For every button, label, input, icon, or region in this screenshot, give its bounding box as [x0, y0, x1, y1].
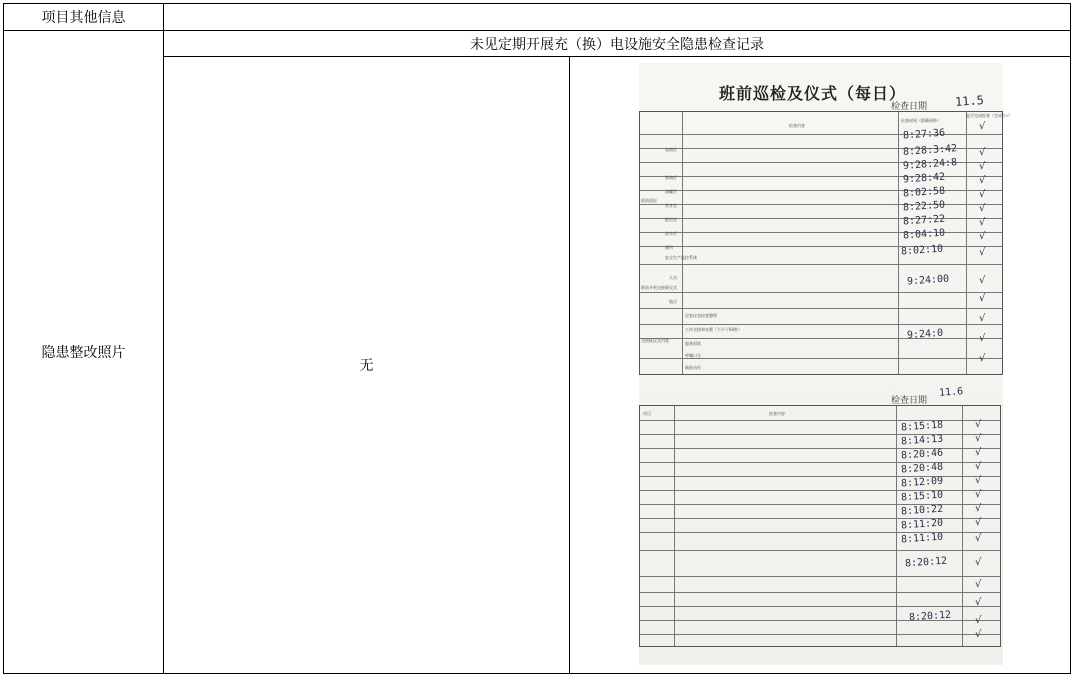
extra-row-appearance: 仪容仪表检查整理 — [685, 313, 717, 318]
check-day2-11: √ — [975, 579, 982, 590]
check-day1-10: √ — [979, 275, 986, 286]
time-day1-1: 8:27:36 — [902, 127, 946, 142]
check-day1-5: √ — [979, 189, 986, 200]
check-day1-6: √ — [979, 203, 986, 214]
time-day2-6: 8:15:10 — [900, 489, 944, 504]
check-day2-4: √ — [975, 461, 982, 472]
check-day1-2: √ — [979, 147, 986, 158]
area-toilet: 厕所 — [665, 245, 673, 250]
time-day1-10: 9:24:00 — [906, 273, 950, 288]
form-title: 班前巡检及仪式（每日） — [719, 84, 907, 103]
check-day2-6: √ — [975, 489, 982, 500]
time-day2-8: 8:11:20 — [900, 517, 944, 532]
check-day1-8: √ — [979, 231, 986, 242]
time-day1-8: 8:04:10 — [902, 227, 946, 242]
check-day2-8: √ — [975, 517, 982, 528]
extra-row-staff: 人员 — [669, 275, 677, 280]
check-day1-12: √ — [979, 313, 986, 324]
check-day1-11: √ — [979, 293, 986, 304]
extra-row-encourage: 鼓励动作 — [685, 365, 701, 370]
check-day1-13: √ — [979, 333, 986, 344]
inspection-form-photo — [639, 63, 1013, 665]
time-day1-9: 8:02:10 — [900, 243, 944, 258]
row-value-other-info — [164, 4, 1070, 30]
time-day1-5: 8:02:58 — [902, 185, 946, 200]
time-day2-2: 8:14:13 — [900, 433, 944, 448]
check-day2-1: √ — [975, 419, 982, 430]
group-label-prework-inspection: 班前巡检 — [641, 198, 657, 203]
check-day2-14: √ — [975, 629, 982, 640]
extra-row-slogan: 呼喊口号 — [685, 353, 701, 358]
date-handwritten-day1: 11.5 — [954, 93, 985, 109]
header-content-day2: 检查内容 — [769, 411, 785, 416]
time-day1-3: 9:28:24:8 — [902, 157, 958, 172]
date-label-day2: 检查日期 — [891, 396, 928, 406]
photo-column-divider — [569, 57, 570, 673]
time-day2-11: 8:20:12 — [908, 609, 952, 624]
time-day2-1: 8:15:18 — [900, 419, 944, 434]
area-monitor: 安全生产监控系统 — [665, 255, 697, 260]
area-tank: 油罐区 — [665, 189, 677, 194]
check-day2-7: √ — [975, 503, 982, 514]
check-day2-10: √ — [975, 557, 982, 568]
date-label-day1: 检查日期 — [891, 102, 928, 112]
time-day2-7: 8:10:22 — [900, 503, 944, 518]
area-fuel: 加油区 — [665, 147, 677, 152]
extra-row-service-training: 服务训练 — [685, 341, 701, 346]
header-done-day1: 是否完成检查（完成打√） — [966, 113, 1013, 118]
check-day2-2: √ — [975, 433, 982, 444]
row-label-other-info: 项目其他信息 — [41, 10, 126, 26]
area-unload: 卸油区 — [665, 175, 677, 180]
check-day2-13: √ — [975, 615, 982, 626]
section-title: 未见定期开展充（换）电设施安全隐患检查记录 — [470, 36, 764, 53]
time-day1-7: 8:27:22 — [902, 213, 946, 228]
extra-row-handover-work: 工作交接和布置（不少于60秒） — [685, 327, 743, 332]
area-power: 配电室 — [665, 217, 677, 222]
time-day2-5: 8:12:09 — [900, 475, 944, 490]
check-day2-3: √ — [975, 447, 982, 458]
check-day1-4: √ — [979, 175, 986, 186]
header-project-day2: 项目 — [643, 411, 651, 416]
time-day2-10: 8:20:12 — [904, 555, 948, 570]
check-day1-7: √ — [979, 217, 986, 228]
area-shop: 营业室 — [665, 203, 677, 208]
area-wash: 洗车区 — [665, 231, 677, 236]
header-content-day1: 检查内容 — [789, 123, 805, 128]
time-day2-3: 8:20:46 — [900, 447, 944, 462]
time-day1-4: 9:28:42 — [902, 171, 946, 186]
header-time-day1: 检查时间（精确到秒） — [901, 118, 941, 123]
group-label-handover: 班前开展交接班仪式 — [641, 285, 677, 290]
check-day1-1: √ — [979, 121, 986, 132]
row-label-rectification-photo: 隐患整改照片 — [41, 345, 126, 361]
before-photo-cell: 无 — [359, 358, 374, 374]
check-day2-5: √ — [975, 475, 982, 486]
time-day2-4: 8:20:48 — [900, 461, 944, 476]
time-day1-6: 8:22:50 — [902, 199, 946, 214]
extra-row-place: 地点 — [669, 299, 677, 304]
check-day2-9: √ — [975, 533, 982, 544]
time-day2-9: 8:11:10 — [900, 531, 944, 546]
check-day1-9: √ — [979, 247, 986, 258]
check-day1-14: √ — [979, 353, 986, 364]
group-label-handover-content: 交接班仪式内容 — [641, 338, 669, 343]
check-day2-12: √ — [975, 597, 982, 608]
date-handwritten-day2: 11.6 — [938, 386, 964, 399]
check-day1-3: √ — [979, 161, 986, 172]
time-day1-11: 9:24:0 — [906, 327, 944, 342]
time-day1-2: 8:28:3:42 — [902, 143, 958, 158]
